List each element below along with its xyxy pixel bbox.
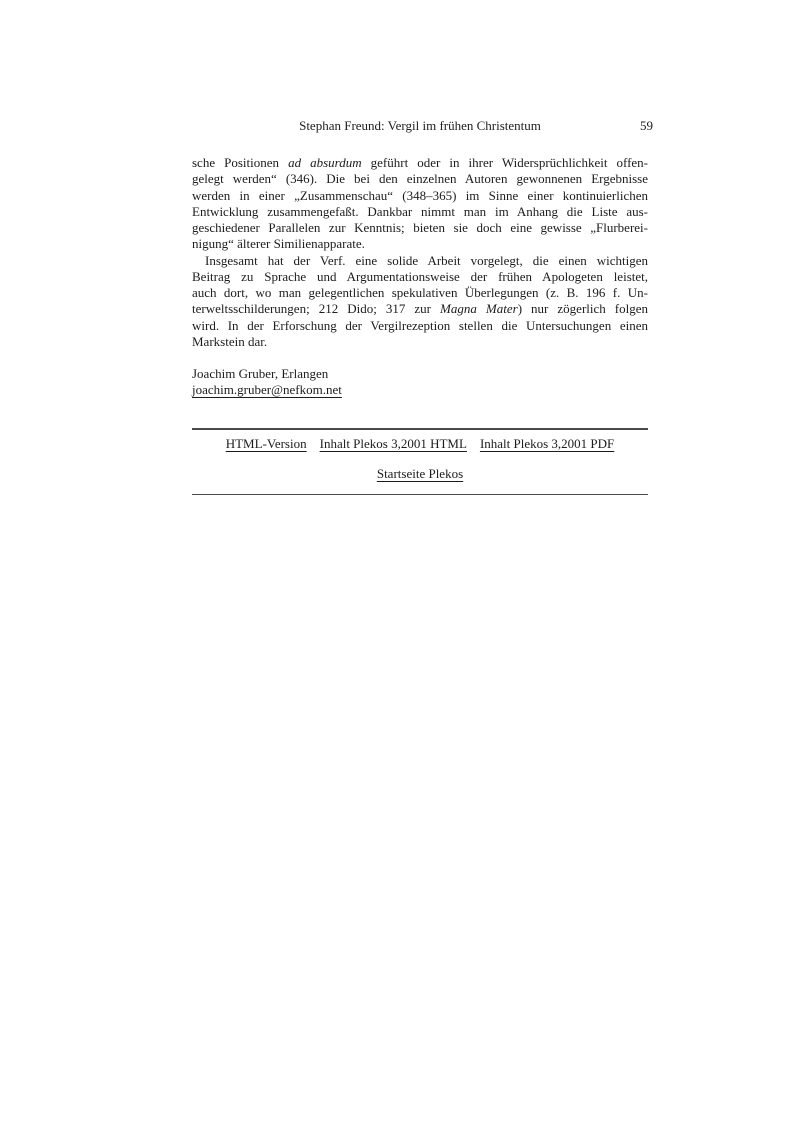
text-run: terweltsschilderungen; 212 Dido; 317 zur (192, 301, 441, 317)
content-column (192, 0, 653, 1131)
startseite-plekos-link[interactable]: Startseite Plekos (376, 466, 464, 481)
author-name: Joachim Gruber, Erlangen (192, 366, 329, 381)
inhalt-plekos-pdf-link[interactable]: Inhalt Plekos 3,2001 PDF (479, 436, 615, 451)
text-line: auch dort, wo man gelegentlichen spekulativen Überlegungen (z. B. 196 f. Un- (192, 285, 648, 300)
html-version-link[interactable]: HTML-Version (225, 436, 307, 451)
text-line: gelegt werden“ (346). Die bei den einzelnen Autoren gewonnenen Ergebnisse (192, 171, 648, 187)
signature-block (192, 366, 648, 399)
running-head (192, 118, 653, 134)
horizontal-rule-bottom (192, 494, 648, 496)
text-line: Entwicklung zusammengefaßt. Dankbar nimmt man im Anhang die Liste aus- (192, 203, 648, 219)
startseite-row (192, 466, 648, 482)
text-line: Insgesamt hat der Verf. eine solide Arbeit vorgelegt, die einen wichtigen (205, 252, 648, 268)
review-body (192, 155, 648, 350)
text-run: ) nur zögerlich folgen (517, 301, 649, 317)
page-number: 59 (640, 118, 653, 133)
italic-phrase: ad absurdum (288, 155, 362, 170)
author-email-link[interactable]: joachim.gruber@nefkom.net (192, 382, 342, 398)
text-line: nigung“ älterer Similienapparate. (192, 236, 365, 252)
text-line (192, 301, 648, 317)
text-run: geführt oder in ihrer Widersprüchlichkeit offen- (361, 155, 648, 170)
italic-phrase: Magna Mater (440, 301, 518, 317)
horizontal-rule-top (192, 428, 648, 430)
text-line: wird. In der Erforschung der Vergilrezeption stellen die Untersuchungen einen (192, 317, 648, 333)
text-line: Markstein dar. (192, 333, 268, 349)
text-run: sche Positionen (192, 155, 289, 170)
inhalt-plekos-html-link[interactable]: Inhalt Plekos 3,2001 HTML (319, 436, 467, 451)
text-line: Beitrag zu Sprache und Argumentationsweise der frühen Apologeten leistet, (192, 268, 648, 284)
text-line: werden in einer „Zusammenschau“ (348–365) im Sinne einer kontinuierlichen (192, 187, 648, 203)
text-line: geschiedener Parallelen zur Kenntnis; bieten sie doch eine gewisse „Flurberei- (192, 220, 648, 235)
footer-nav-links (192, 436, 648, 452)
running-title: Stephan Freund: Vergil im frühen Christentum (299, 118, 541, 133)
text-line (192, 155, 648, 171)
